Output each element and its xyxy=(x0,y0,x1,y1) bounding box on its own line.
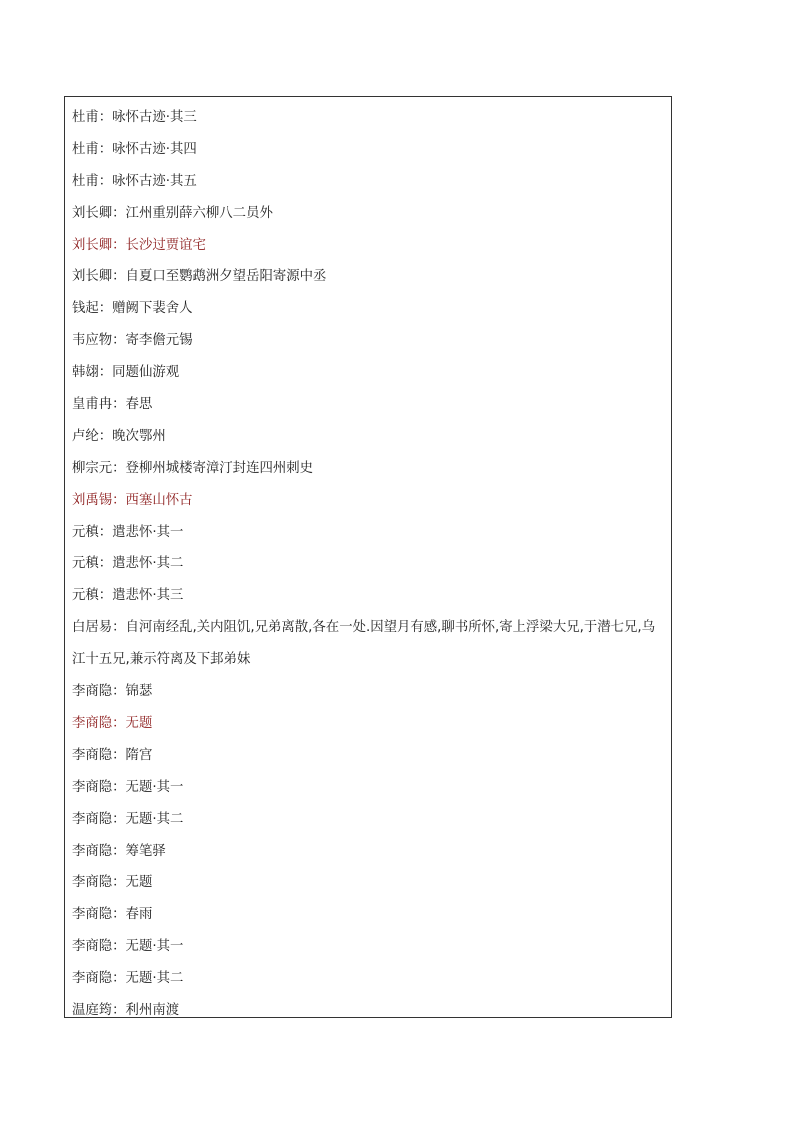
poem-list-item: 韩翃：同题仙游观 xyxy=(72,365,180,381)
poem-list-item: 元稹：遣悲怀·其二 xyxy=(72,556,184,572)
poem-list-item: 李商隐：无题·其一 xyxy=(72,779,184,795)
poem-list-item: 韦应物：寄李儋元锡 xyxy=(72,333,193,349)
poem-list-item: 钱起：赠阙下裴舍人 xyxy=(72,301,193,317)
poem-list-item: 温庭筠：利州南渡 xyxy=(72,1002,180,1018)
poem-list xyxy=(65,97,671,1027)
poem-list-item: 元稹：遣悲怀·其一 xyxy=(72,524,184,540)
poem-list-item: 白居易：自河南经乱,关内阻饥,兄弟离散,各在一处.因望月有感,聊书所怀,寄上浮梁大兄,于潜七兄,乌江十五兄,兼示符离及下邽弟妹 xyxy=(72,620,656,668)
poem-list-item: 皇甫冉：春思 xyxy=(72,397,153,413)
poem-list-item: 柳宗元：登柳州城楼寄漳汀封连四州刺史 xyxy=(72,460,314,476)
poem-list-item: 杜甫：咏怀古迹·其五 xyxy=(72,173,197,189)
poem-list-item: 李商隐：无题 xyxy=(72,875,153,891)
poem-list-item: 李商隐：筹笔驿 xyxy=(72,843,166,859)
poem-list-box xyxy=(64,96,672,1018)
poem-list-item: 刘长卿：自夏口至鹦鹉洲夕望岳阳寄源中丞 xyxy=(72,269,327,285)
poem-list-item: 刘长卿：江州重别薛六柳八二员外 xyxy=(72,205,273,221)
poem-list-item: 卢纶：晚次鄂州 xyxy=(72,428,166,444)
poem-list-item: 李商隐：无题·其一 xyxy=(72,939,184,955)
poem-list-item: 元稹：遣悲怀·其三 xyxy=(72,588,184,604)
poem-list-item: 李商隐：无题·其二 xyxy=(72,971,184,987)
poem-list-item: 杜甫：咏怀古迹·其三 xyxy=(72,110,197,125)
poem-list-item: 李商隐：春雨 xyxy=(72,907,153,923)
poem-list-item: 杜甫：咏怀古迹·其四 xyxy=(72,141,197,157)
poem-list-item: 李商隐：无题·其二 xyxy=(72,811,184,827)
poem-list-item: 李商隐：锦瑟 xyxy=(72,684,153,700)
poem-list-item: 李商隐：无题 xyxy=(72,715,153,731)
poem-list-item: 李商隐：隋宫 xyxy=(72,747,153,763)
poem-list-item: 刘长卿：长沙过贾谊宅 xyxy=(72,237,206,253)
poem-list-item: 刘禹锡：西塞山怀古 xyxy=(72,492,193,508)
